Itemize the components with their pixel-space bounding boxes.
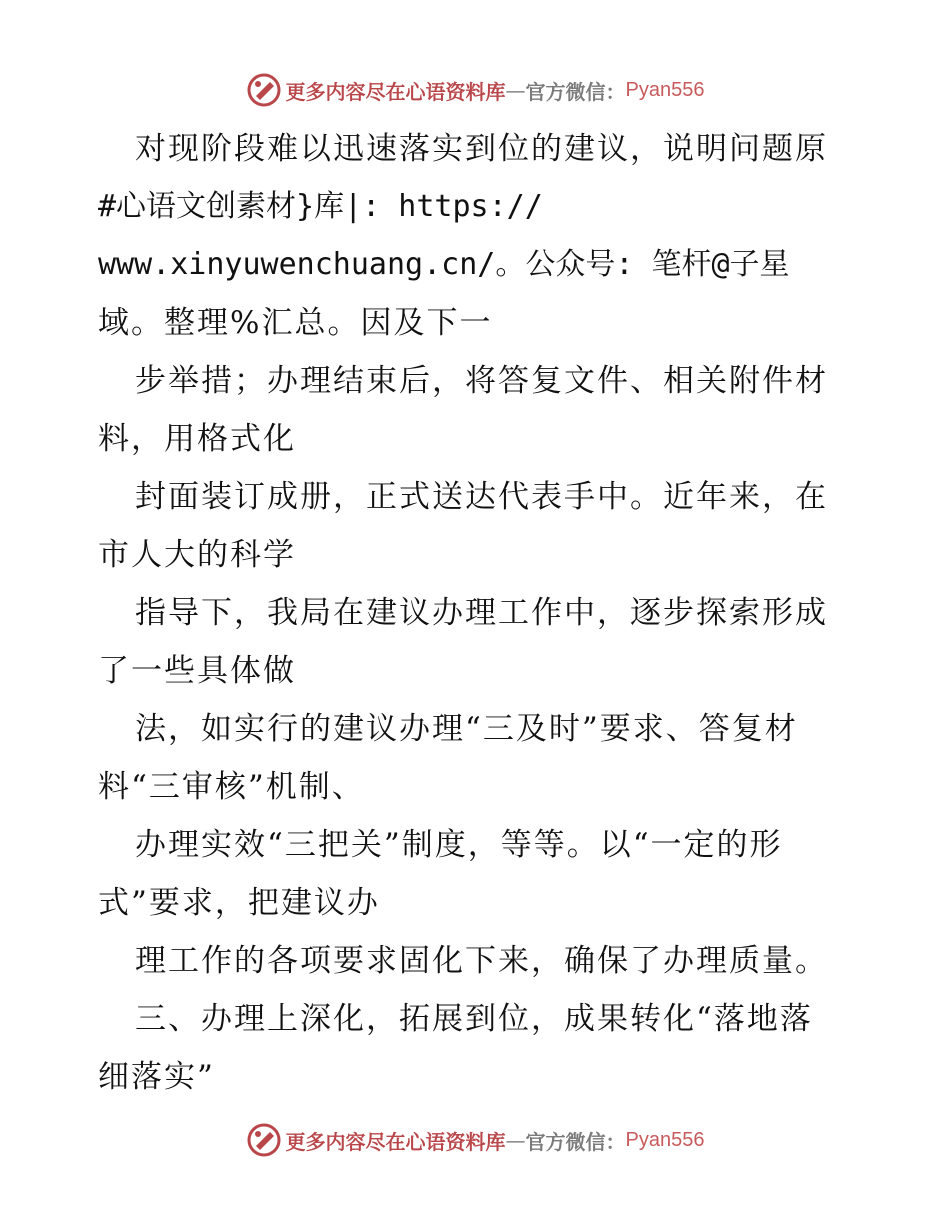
text-line: www.xinyuwenchuang.cn/。公众号: 笔杆@子星	[98, 247, 790, 282]
header-wechat-label: 官方微信：	[525, 79, 626, 104]
brand-logo-icon	[246, 72, 282, 108]
header-banner	[0, 70, 950, 110]
text-line: 对现阶段难以迅速落实到位的建议，说明问题原	[135, 131, 828, 167]
text-line: 域。整理%汇总。因及下一	[98, 305, 493, 341]
text-line: 市人大的科学	[98, 537, 296, 573]
text-line: 料，用格式化	[98, 421, 296, 457]
text-line: 指导下，我局在建议办理工作中，逐步探索形成	[135, 595, 828, 631]
header-wechat-id: Pyan556	[625, 78, 705, 101]
text-line: 封面装订成册，正式送达代表手中。近年来，在	[135, 479, 828, 515]
footer-dash: —	[505, 1128, 526, 1152]
header-dash: —	[505, 78, 526, 102]
text-line: 式”要求，把建议办	[98, 885, 380, 921]
footer-wechat-label: 官方微信：	[525, 1129, 626, 1154]
brand-logo-icon	[246, 1122, 282, 1158]
text-line: 理工作的各项要求固化下来，确保了办理质量。	[135, 943, 828, 979]
text-line: 了一些具体做	[98, 653, 296, 689]
footer-wechat-id: Pyan556	[625, 1128, 705, 1151]
text-line: 细落实”	[98, 1059, 215, 1095]
footer-text: 更多内容尽在心语资料库	[285, 1129, 506, 1154]
text-line: 料“三审核”机制、	[98, 769, 365, 805]
text-line: 步举措；办理结束后，将答复文件、相关附件材	[135, 363, 828, 399]
text-line: #心语文创素材}库|: https://	[98, 189, 543, 224]
footer-banner	[0, 1120, 950, 1160]
header-text: 更多内容尽在心语资料库	[285, 79, 506, 104]
text-line: 三、办理上深化，拓展到位，成果转化“落地落	[135, 1001, 813, 1037]
text-line: 办理实效“三把关”制度，等等。以“一定的形	[135, 827, 783, 863]
document-body	[98, 120, 878, 1106]
text-line: 法，如实行的建议办理“三及时”要求、答复材	[135, 711, 798, 747]
